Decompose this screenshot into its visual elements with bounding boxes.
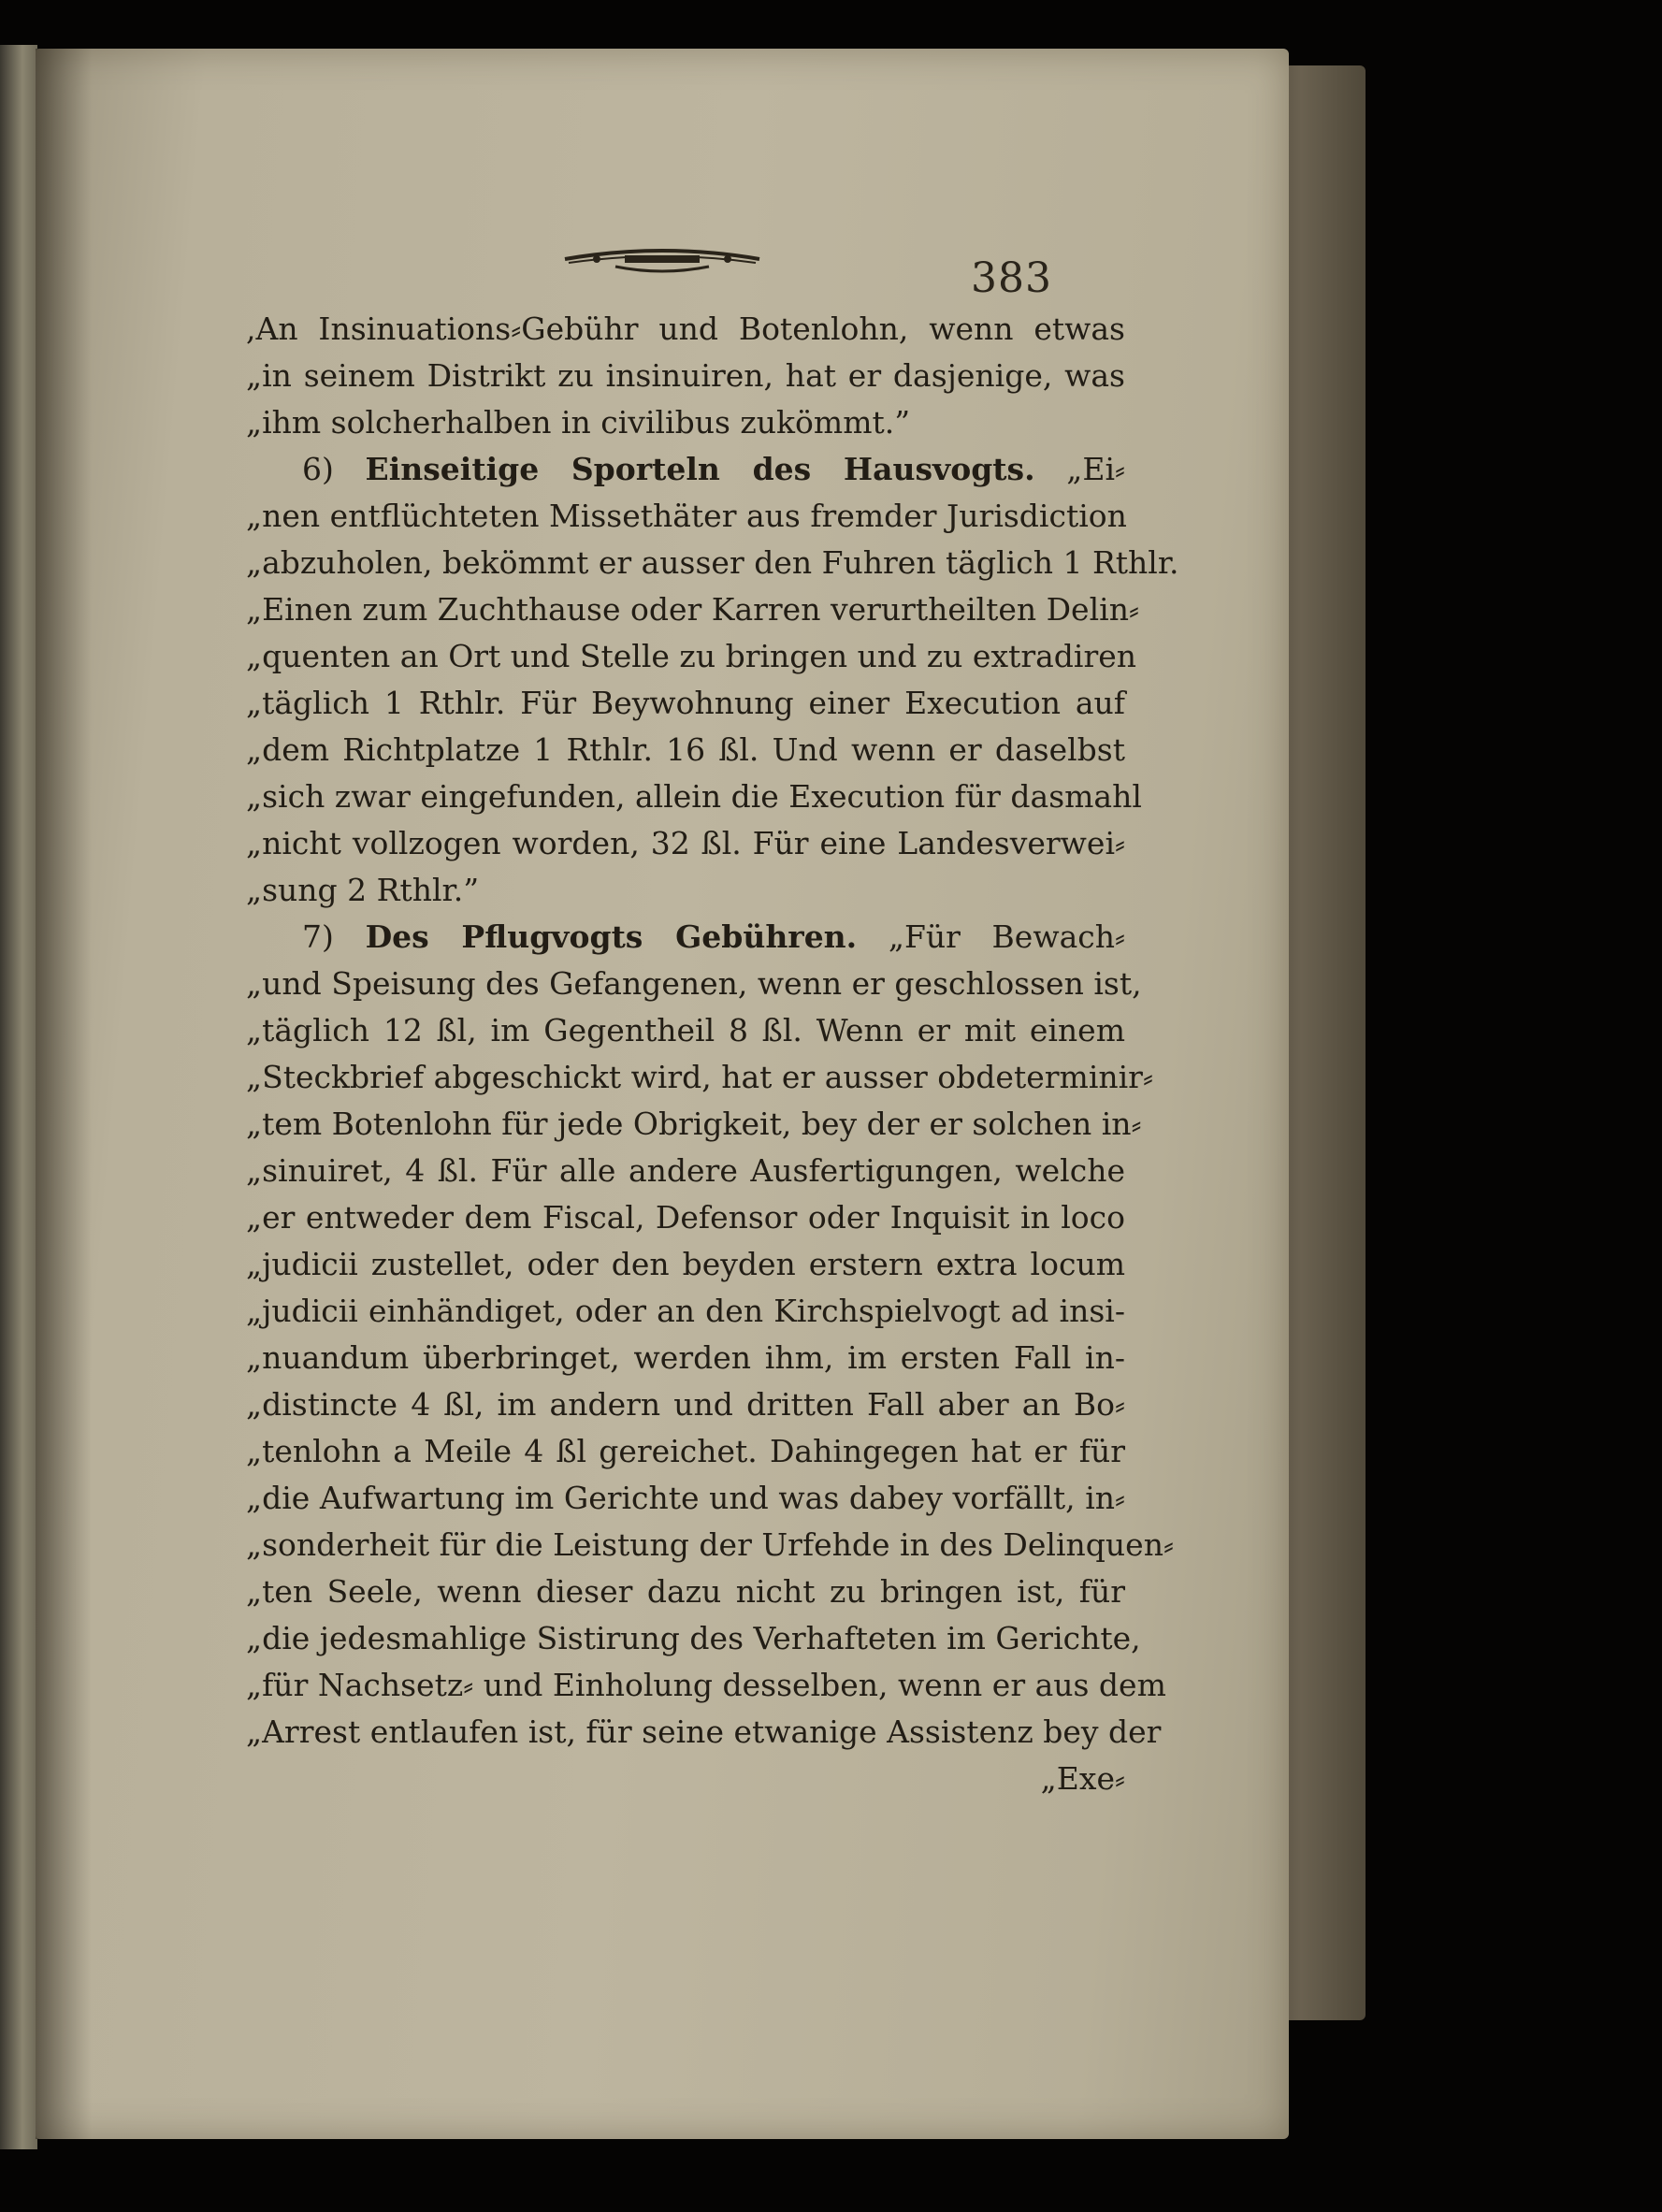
text-line: „sonderheit für die Leistung der Urfehde in des Delinquen⸗ [246,1526,1174,1563]
page-number: 383 [971,254,1052,302]
text-line: „tenlohn a Meile 4 ßl gereichet. Dahingegen hat er für [246,1433,1125,1469]
page-body-text [246,306,1179,1802]
text-line: „sich zwar eingefunden, allein die Execution für dasmahl [246,778,1142,815]
section-number: 6) [302,451,334,487]
text-line: „die jedesmahlige Sistirung des Verhafteten im Gerichte, [246,1620,1141,1656]
spine-shadow [36,49,92,2139]
catchword: „Exe⸗ [1040,1760,1125,1797]
text-line: „in seinem Distrikt zu insinuiren, hat er dasjenige, was [246,357,1125,394]
text-line: „für Nachsetz⸗ und Einholung desselben, wenn er aus dem [246,1667,1166,1703]
text-line: „ten Seele, wenn dieser dazu nicht zu bringen ist, für [246,1573,1125,1610]
text-line: ,An Insinuations⸗Gebühr und Botenlohn, wenn etwas [246,311,1125,347]
text-line: „Einen zum Zuchthause oder Karren verurtheilten Delin⸗ [246,591,1139,628]
text-line: „täglich 1 Rthlr. Für Beywohnung einer Execution auf [246,685,1125,721]
text-line: „er entweder dem Fiscal, Defensor oder Inquisit in loco [246,1199,1125,1236]
text-line: „quenten an Ort und Stelle zu bringen und zu extradiren [246,638,1137,674]
header-ornament [559,239,765,276]
previous-page-edge [0,45,37,2149]
text-line: „dem Richtplatze 1 Rthlr. 16 ßl. Und wenn er daselbst [246,731,1125,768]
section-lead-text: „Für Bewach⸗ [888,918,1125,955]
section-title: Des Pflugvogts Gebühren. [365,918,858,955]
book-page [36,49,1289,2139]
text-line: „tem Botenlohn für jede Obrigkeit, bey der er solchen in⸗ [246,1106,1142,1142]
text-line: „nicht vollzogen worden, 32 ßl. Für eine Landesverwei⸗ [246,825,1125,861]
text-line: „die Aufwartung im Gerichte und was dabey vorfällt, in⸗ [246,1480,1125,1516]
section-6-heading-line [246,446,1125,493]
section-number: 7) [302,918,334,955]
text-line: „sinuiret, 4 ßl. Für alle andere Ausfertigungen, welche [246,1152,1125,1189]
text-line: „judicii zustellet, oder den beyden erstern extra locum [246,1246,1125,1282]
text-line: „judicii einhändiget, oder an den Kirchspielvogt ad insi- [246,1293,1125,1329]
section-title: Einseitige Sporteln des Hausvogts. [365,451,1035,487]
text-line: „ihm solcherhalben in civilibus zukömmt.” [246,404,911,441]
section-7-heading-line [246,914,1125,961]
text-line: „abzuholen, bekömmt er ausser den Fuhren täglich 1 Rthlr. [246,544,1179,581]
section-lead-text: „Ei⸗ [1066,451,1125,487]
text-line: „nuandum überbringet, werden ihm, im ersten Fall in- [246,1339,1125,1376]
text-line: „nen entflüchteten Missethäter aus fremder Jurisdiction [246,498,1127,534]
text-line: „täglich 12 ßl, im Gegentheil 8 ßl. Wenn er mit einem [246,1012,1125,1048]
text-line: „Steckbrief abgeschickt wird, hat er ausser obdeterminir⸗ [246,1059,1153,1095]
text-line: „und Speisung des Gefangenen, wenn er geschlossen ist, [246,965,1142,1002]
text-line: „sung 2 Rthlr.” [246,872,480,908]
text-line: „Arrest entlaufen ist, für seine etwanige Assistenz bey der [246,1713,1162,1750]
text-line: „distincte 4 ßl, im andern und dritten Fall aber an Bo⸗ [246,1386,1125,1423]
